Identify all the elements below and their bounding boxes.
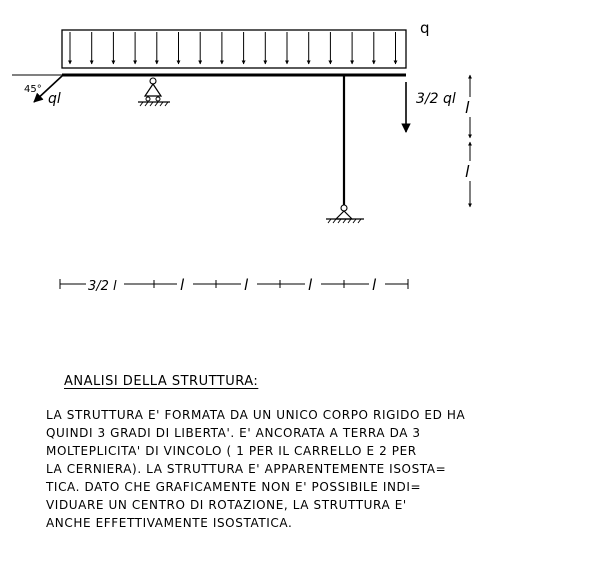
vertical-dim-label: l — [465, 162, 470, 181]
horizontal-dim-label: l — [244, 276, 249, 294]
analysis-line: LA STRUTTURA E' FORMATA DA UN UNICO CORPO RIGIDO ED HA — [46, 408, 466, 422]
load-label: q — [420, 19, 430, 37]
horizontal-dimension — [60, 271, 408, 297]
inclined-force-label: ql — [48, 91, 61, 107]
horizontal-dim-label: l — [308, 276, 313, 294]
analysis-line: TICA. DATO CHE GRAFICAMENTE NON E' POSSIBILE INDI= — [46, 480, 422, 494]
horizontal-dim-label: l — [180, 276, 185, 294]
distributed-load — [62, 30, 406, 68]
analysis-title: ANALISI DELLA STRUTTURA: — [64, 374, 259, 389]
analysis-line: QUINDI 3 GRADI DI LIBERTA'. E' ANCORATA A TERRA DA 3 — [46, 426, 421, 440]
analysis-line: VIDUARE UN CENTRO DI ROTAZIONE, LA STRUTTURA E' — [46, 498, 407, 512]
horizontal-dim-label: 3/2 l — [88, 279, 117, 294]
vertical-dimension — [462, 75, 478, 207]
angle-label: 45° — [24, 84, 42, 95]
analysis-line: LA CERNIERA). LA STRUTTURA E' APPARENTEMENTE ISOSTA= — [46, 462, 447, 476]
hinge-support — [326, 205, 364, 223]
analysis-line: MOLTEPLICITA' DI VINCOLO ( 1 PER IL CARRELLO E 2 PER — [46, 444, 417, 458]
analysis-body — [46, 406, 586, 532]
point-force-label: 3/2 ql — [416, 91, 456, 107]
roller-support — [138, 78, 170, 106]
analysis-line: ANCHE EFFETTIVAMENTE ISOSTATICA. — [46, 516, 293, 530]
vertical-dim-label: l — [465, 98, 470, 117]
horizontal-dim-label: l — [372, 276, 377, 294]
load-arrows — [70, 32, 396, 64]
